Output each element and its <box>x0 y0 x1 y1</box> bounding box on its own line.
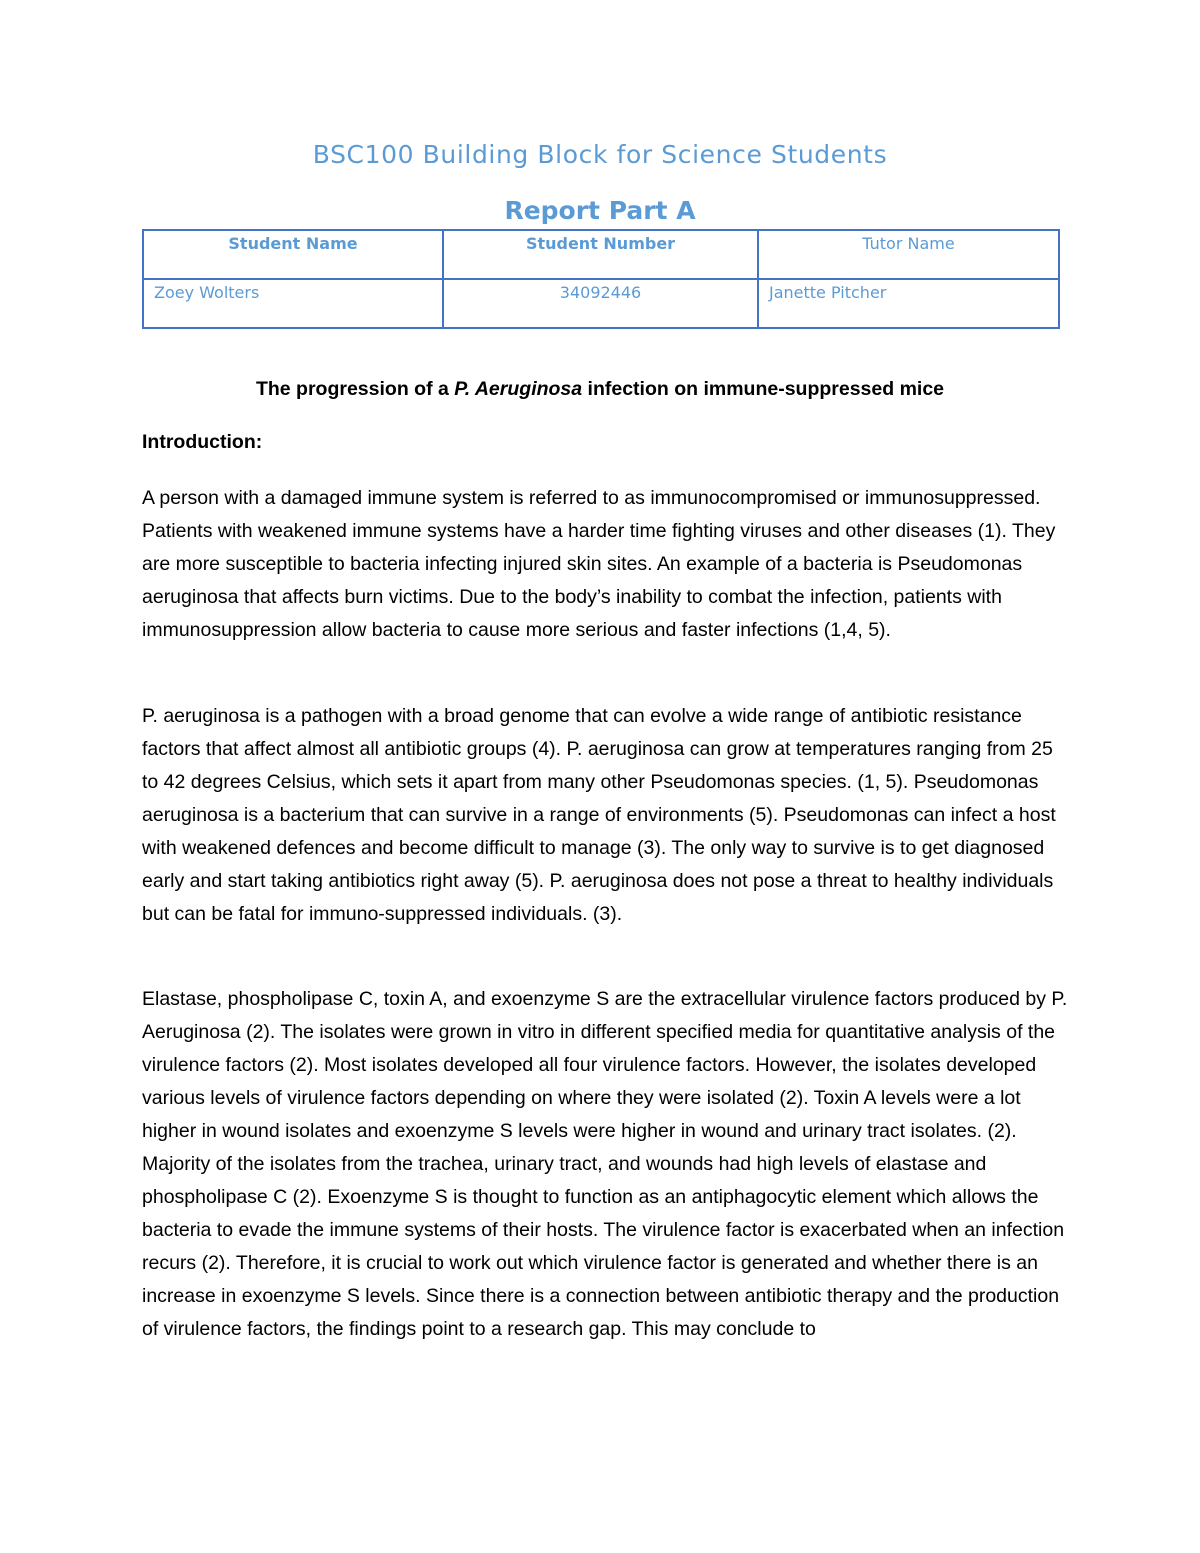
introduction-heading: Introduction: <box>142 431 263 453</box>
header-tutor-name: Tutor Name <box>758 230 1059 279</box>
paragraph-2: P. aeruginosa is a pathogen with a broad genome that can evolve a wide range of antibiotic resistance factors that affect almost all antibiotic groups (4). P. aeruginosa can grow at temperatures ranging from 25 to 42 degrees Celsius, which sets it apart from many other Pseudomonas species. (1, 5). Pseudomonas aeruginosa is a bacterium that can survive in a range of environments (5). Pseudomonas can infect a host with weakened defences and become difficult to manage (3). The only way to survive is to get diagnosed early and start taking antibiotics right away (5). P. aeruginosa does not pose a threat to healthy individuals but can be fatal for immuno-suppressed individuals. (3). <box>142 705 1056 925</box>
course-title: BSC100 Building Block for Science Students <box>312 140 888 169</box>
value-tutor-name: Janette Pitcher <box>758 279 1059 328</box>
table-value-row <box>143 279 1059 328</box>
report-title <box>0 378 1200 401</box>
student-info-table <box>142 229 1060 329</box>
table-header-row <box>143 230 1059 279</box>
report-title-end: infection on immune-suppressed mice <box>582 378 945 400</box>
header-student-number: Student Number <box>443 230 758 279</box>
report-subtitle: Report Part A <box>504 196 696 225</box>
report-title-start: The progression of a <box>255 378 455 400</box>
report-title-organism: P. Aeruginosa <box>454 378 583 400</box>
paragraph-1: A person with a damaged immune system is referred to as immunocompromised or immunosuppressed. Patients with weakened immune systems have a harder time fighting viruses and other diseases (1). They are more susceptible to bacteria infecting injured skin sites. An example of a bacteria is Pseudomonas aeruginosa that affects burn victims. Due to the body’s inability to combat the infection, patients with immunosuppression allow bacteria to cause more serious and faster infections (1,4, 5). <box>142 487 1056 641</box>
value-student-name: Zoey Wolters <box>143 279 443 328</box>
value-student-number: 34092446 <box>443 279 758 328</box>
paragraph-3: Elastase, phospholipase C, toxin A, and exoenzyme S are the extracellular virulence factors produced by P. Aeruginosa (2). The isolates were grown in vitro in different specified media for quantitative analysis of the virulence factors (2). Most isolates developed all four virulence factors. However, the isolates developed various levels of virulence factors depending on where they were isolated (2). Toxin A levels were a lot higher in wound isolates and exoenzyme S levels were higher in wound and urinary tract isolates. (2). Majority of the isolates from the trachea, urinary tract, and wounds had high levels of elastase and phospholipase C (2). Exoenzyme S is thought to function as an antiphagocytic element which allows the bacteria to evade the immune systems of their hosts. The virulence factor is exacerbated when an infection recurs (2). Therefore, it is crucial to work out which virulence factor is generated and whether there is an increase in exoenzyme S levels. Since there is a connection between antibiotic therapy and the production of virulence factors, the findings point to a research gap. This may conclude to <box>142 988 1068 1340</box>
header-student-name: Student Name <box>143 230 443 279</box>
